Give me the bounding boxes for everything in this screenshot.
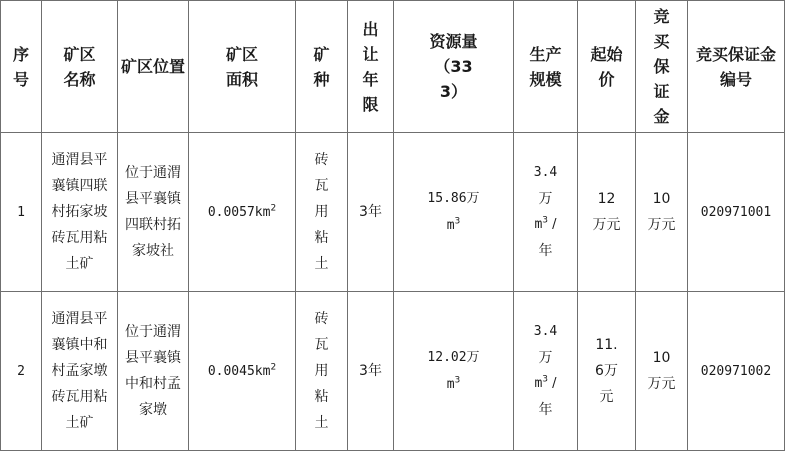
header-resource: 资源量（333） (394, 1, 514, 133)
cell-area: $0.0045km^2$ (189, 292, 296, 451)
cell-start-price: 12万元 (578, 133, 636, 292)
header-row (1, 1, 785, 133)
cell-seq: 1 (1, 133, 42, 292)
header-start-price: 起始价 (578, 1, 636, 133)
cell-start-price: 11.6万元 (578, 292, 636, 451)
cell-resource: 12.02万 $m^3$ (394, 292, 514, 451)
header-term: 出让年限 (348, 1, 394, 133)
cell-capacity: 3.4 万 $m^3$ / 年 (514, 133, 578, 292)
header-capacity: 生产规模 (514, 1, 578, 133)
cell-mineral: 砖瓦用粘土 (296, 133, 348, 292)
header-area: 矿区面积 (189, 1, 296, 133)
cell-mineral: 砖瓦用粘土 (296, 292, 348, 451)
cell-resource: 15.86万 $m^3$ (394, 133, 514, 292)
cell-deposit: 10万元 (636, 292, 688, 451)
cell-location: 位于通渭县平襄镇中和村孟家墩 (118, 292, 189, 451)
cell-deposit-no: 020971001 (688, 133, 785, 292)
header-name: 矿区名称 (42, 1, 118, 133)
cell-term: 3年 (348, 133, 394, 292)
table-row (1, 292, 785, 451)
cell-term: 3年 (348, 292, 394, 451)
header-deposit: 竞买保证金 (636, 1, 688, 133)
header-seq: 序号 (1, 1, 42, 133)
cell-location: 位于通渭县平襄镇四联村拓家坡社 (118, 133, 189, 292)
header-deposit-no: 竞买保证金编号 (688, 1, 785, 133)
cell-capacity: 3.4 万 $m^3$ / 年 (514, 292, 578, 451)
cell-name: 通渭县平襄镇四联村拓家坡砖瓦用粘土矿 (42, 133, 118, 292)
cell-name: 通渭县平襄镇中和村孟家墩砖瓦用粘土矿 (42, 292, 118, 451)
header-location: 矿区位置 (118, 1, 189, 133)
cell-area: $0.0057km^2$ (189, 133, 296, 292)
table-row (1, 133, 785, 292)
cell-deposit: 10万元 (636, 133, 688, 292)
cell-seq: 2 (1, 292, 42, 451)
cell-deposit-no: 020971002 (688, 292, 785, 451)
header-mineral: 矿种 (296, 1, 348, 133)
